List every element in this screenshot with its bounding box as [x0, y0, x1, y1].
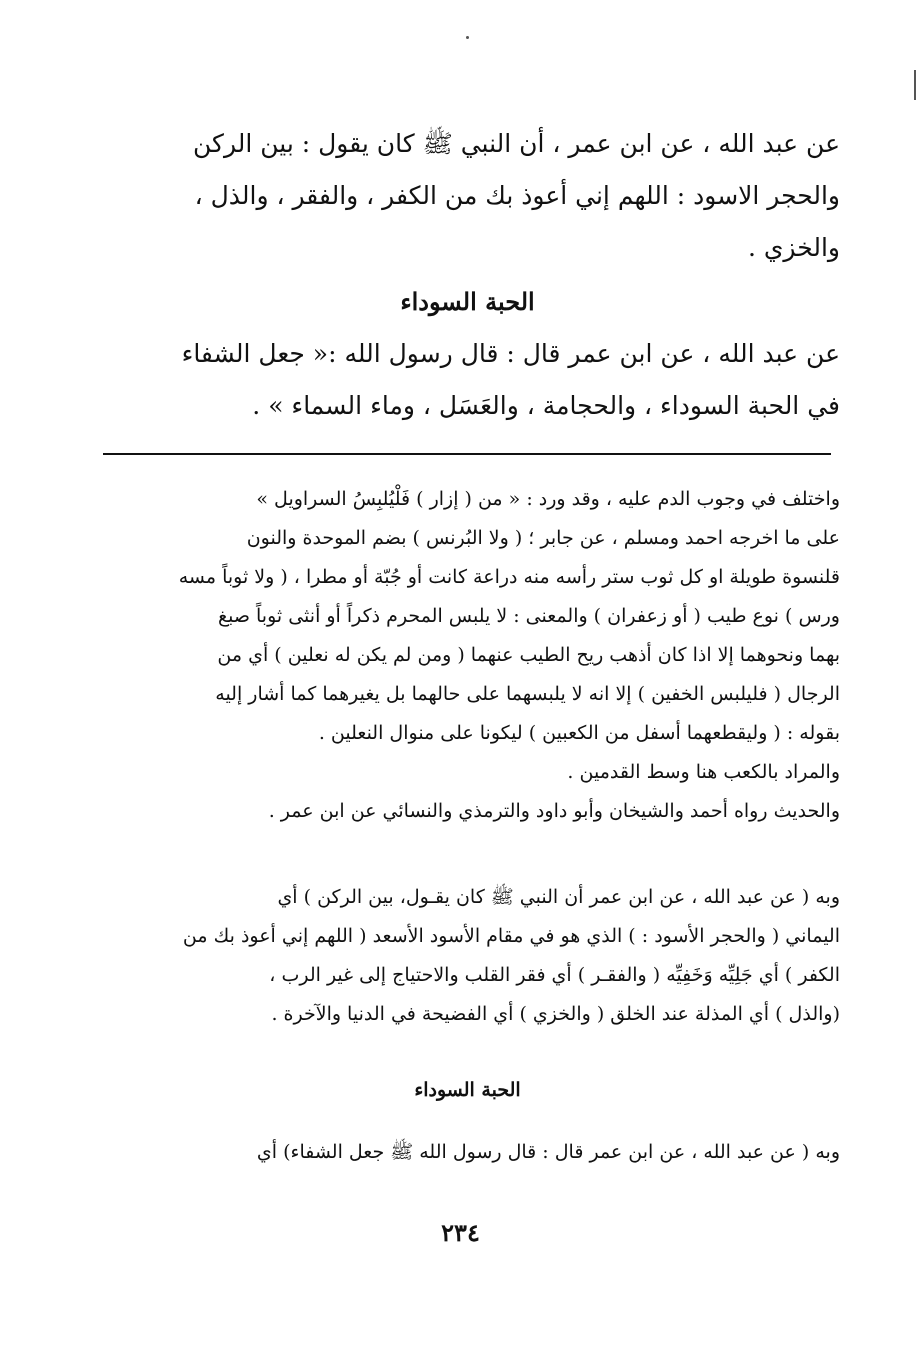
text-line: والحجر الاسود : اللهم إني أعوذ بك من الكفر ، والفقر ، والذل ، [194, 181, 840, 210]
commentary-paragraph-1 [95, 480, 840, 831]
page-number: ٢٣٤ [441, 1218, 480, 1247]
text-line: الرجال ( فليلبس الخفين ) إلا انه لا يلبسهما على حالهما بل يغيرهما كما أشار إليه [215, 683, 840, 705]
text-line: والخزي . [747, 233, 840, 262]
text-line: الكفر ) أي جَلِيِّه وَخَفِيِّه ( والفقـر ) أي فقر القلب والاحتياج إلى غير الرب ، [269, 964, 840, 986]
text-line: واختلف في وجوب الدم عليه ، وقد ورد : « من ( إزار ) فَلْيُلبِسُ السراويل » [256, 488, 840, 510]
section-heading: الحبة السوداء [400, 287, 535, 316]
commentary-paragraph-2 [95, 878, 840, 1034]
page-edge-mark [914, 70, 916, 100]
commentary-heading: الحبة السوداء [414, 1079, 521, 1101]
text-line: بقوله : ( وليقطعهما أسفل من الكعبين ) ليكونا على منوال النعلين . [318, 722, 840, 744]
main-paragraph-2 [95, 328, 840, 432]
text-line: اليماني ( والحجر الأسود : ) الذي هو في مقام الأسود الأسعد ( اللهم إني أعوذ بك من [182, 925, 840, 947]
text-line: وبه ( عن عبد الله ، عن ابن عمر قال : قال رسول الله ﷺ جعل الشفاء) أي [256, 1141, 840, 1163]
text-line: على ما اخرجه احمد ومسلم ، عن جابر ؛ ( ولا البُرنس ) بضم الموحدة والنون [246, 527, 840, 549]
text-line: والحديث رواه أحمد والشيخان وأبو داود والترمذي والنسائي عن ابن عمر . [268, 800, 840, 822]
main-paragraph-1 [95, 118, 840, 274]
text-line: والمراد بالكعب هنا وسط القدمين . [567, 761, 840, 783]
text-line: ورس ) نوع طيب ( أو زعفران ) والمعنى : لا يلبس المحرم ذكراً أو أنثى ثوباً صبغ [217, 605, 840, 627]
print-speck [466, 36, 469, 39]
text-line: عن عبد الله ، عن ابن عمر قال : قال رسول الله :« جعل الشفاء [181, 339, 840, 368]
text-line: في الحبة السوداء ، والحجامة ، والعَسَل ، وماء السماء » . [252, 391, 840, 420]
commentary-paragraph-3 [95, 1133, 840, 1172]
text-line: عن عبد الله ، عن ابن عمر ، أن النبي ﷺ كان يقول : بين الركن [193, 129, 840, 158]
text-line: وبه ( عن عبد الله ، عن ابن عمر أن النبي ﷺ كان يقـول، بين الركن ) أي [277, 886, 840, 908]
text-line: (والذل ) أي المذلة عند الخلق ( والخزي ) أي الفضيحة في الدنيا والآخرة . [271, 1003, 840, 1025]
footnote-separator [103, 453, 831, 455]
text-line: بهما ونحوهما إلا اذا كان أذهب ريح الطيب عنهما ( ومن لم يكن له نعلين ) أي من [217, 644, 840, 666]
text-line: قلنسوة طويلة او كل ثوب ستر رأسه منه دراعة كانت أو جُبّة أو مطرا ، ( ولا ثوباً مسه [178, 566, 840, 588]
